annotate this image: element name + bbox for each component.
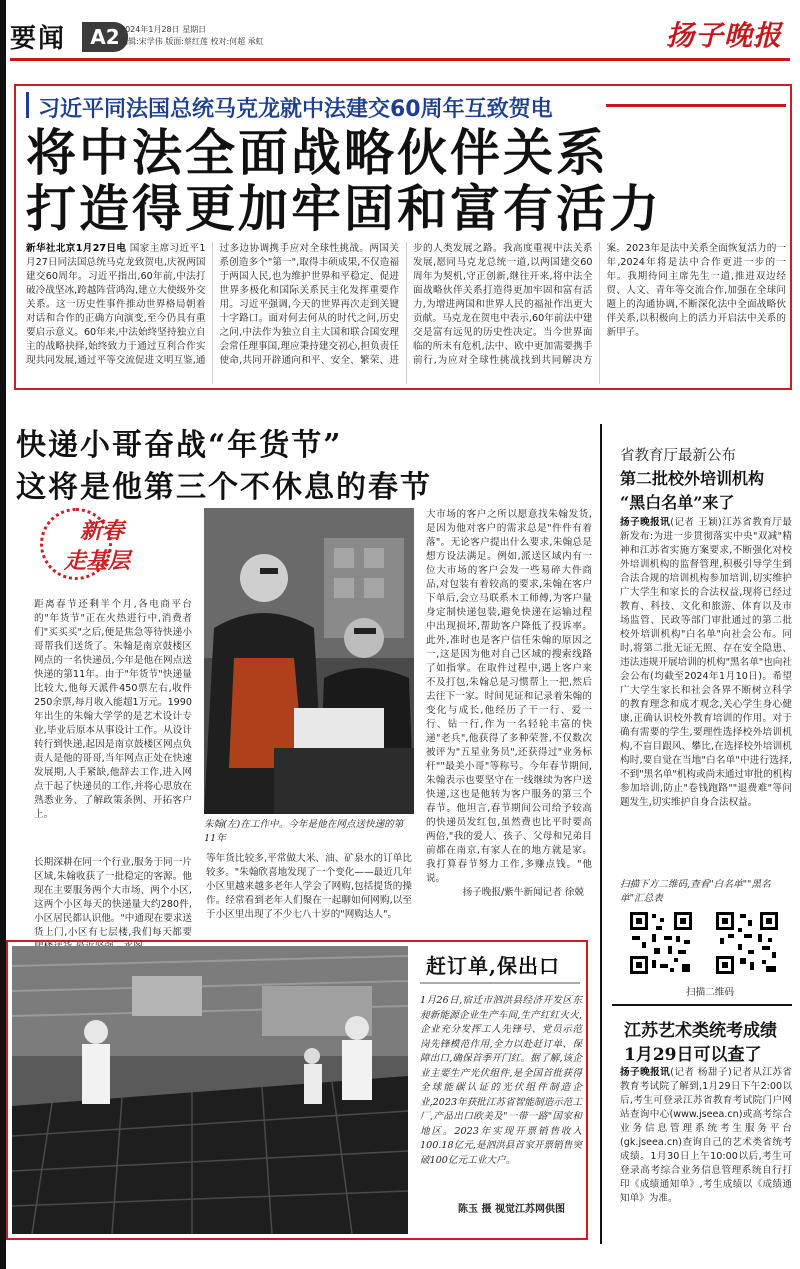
top-story-headline-1: 将中法全面战略伙伴关系 — [26, 123, 609, 182]
courier-headline-1: 快递小哥奋战“年货节” — [16, 428, 343, 463]
kicker-rule — [606, 104, 786, 107]
qr-code-black-list[interactable] — [714, 910, 780, 976]
masthead-rule — [10, 58, 790, 61]
factory-photo-illustration — [12, 946, 408, 1234]
courier-column-3 — [426, 508, 592, 920]
right-column-rule — [612, 1004, 792, 1006]
edu-body — [620, 516, 792, 872]
edu-headline-2: “黑白名单”来了 — [620, 493, 735, 512]
qr-code-icon — [628, 910, 694, 976]
edu-kicker: 省教育厅最新公布 — [620, 448, 736, 464]
courier-photo-illustration — [204, 508, 414, 814]
qr-code-white-list[interactable] — [628, 910, 694, 976]
top-story-box — [14, 84, 792, 390]
top-story-body — [26, 242, 786, 384]
qr-caption: 扫描下方二维码,查看"白名单""黑名单"汇总表 — [620, 879, 771, 904]
photo-credit: 陈玉 摄 视觉江苏网供图 — [458, 1204, 565, 1215]
art-exam-headline-1: 江苏艺术类统考成绩 — [624, 1021, 777, 1041]
qr-code-icon — [714, 910, 780, 976]
issue-date: 2024年1月28日 星期日 — [120, 25, 207, 34]
top-story-headline-2: 打造得更加牢固和富有活力 — [26, 179, 662, 238]
page-number: A2 — [82, 22, 128, 52]
badge-text-1: 新春 — [80, 518, 125, 544]
newspaper-logo: 扬子晚报 — [665, 19, 782, 52]
right-column-separator — [600, 424, 602, 1244]
section-name: 要闻 — [10, 24, 67, 54]
factory-photo — [12, 946, 408, 1234]
art-text: (记者 杨甜子)记者从江苏省教育考试院了解到,1月29日下午2:00以后,考生可登录江苏省教育考试院门户网站查询中心(www.jseea.cn)或高考综合业务信息管理系统考生服务平台(gk.jseea.cn)查询自己的艺术类省统考成绩。1月30日上午10:00以后,考生可登录高考综合业务信息管理系统自行打印《成绩通知单》,考生成绩以《成绩通知单》为准。 — [620, 1067, 792, 1204]
edu-text: (记者 王颖)江苏省教育厅最新发布:为进一步贯彻落实中央"双减"精神和江苏省实施方案要求,不断强化对校外培训机构的监督管理,积极引导学生到合法合规的培训机构参加培训,切实维护广大学生和家长的合法权益,现将已经过教育、科技、文化和旅游、体育以及市场监管、民政等部门审批通过的第二批校外培训机构"白名单"向社会公布。同时,将第二批无证无照、存在安全隐患、违法违规开展培训的机构"黑名单"也向社会公布(均截至2024年1月10日)。希望广大学生家长和社会各界不断树立科学的教育理念和成才观念,关心学生身心健康,正确认识校外教育培训的作用。对于确有需要的学生,要理性选择校外培训机构,不盲目跟风、攀比,在选择校外培训机构时,要自觉在当地"白名单"中进行选择,不到"黑名单"机构或尚未通过审批的机构参加培训,防止"卷钱跑路""退费难"等问题发生,切实维护自身合法权益。 — [620, 517, 792, 808]
edu-headline-1: 第二批校外培训机构 — [620, 469, 765, 488]
kicker-accent-bar — [26, 92, 29, 118]
courier-photo — [204, 508, 414, 814]
photo-story-rule — [420, 982, 580, 984]
qr-scan-label: 扫描二维码 — [686, 987, 734, 998]
courier-column-3-text: 大市场的客户之所以愿意找朱翰发货,是因为他对客户的需求总是"件件有着落"。无论客户提出什么要求,朱翰总是想方设法满足。例如,派送区域内有一位大市场的客户会发一些易碎大件商品,对包装有着较高的要求,朱翰在客户下单后,会立马联系木工师傅,为客户量身定制快递包装,避免快递在运输过程中出现损坏,帮助客户降低了投诉率。此外,准时也是客户信任朱翰的原因之一,这是因为他对自己区域的搜索线路了如指掌。在取件过程中,遇上客户来不及打包,朱翰总是习惯帮上一把,然后去往下一家。时间见证和记录着朱翰的变化与成长,他经历了干一行、爱一行、钻一行,作为一名轻轮丰富的快递"老兵",他获得了多种荣誉,不仅数次被评为"五星业务员",还获得过"业务标杆""最美小哥"等称号。今年春节期间,朱翰表示也要坚守在一线继续为客户送快递,这也是他转为客户服务的第三个春节。他坦言,春节期间公司给予较高的快递员发红包,虽然费也比平时要高两倍,"我的爱人、孩子、父母和兄弟目前都在南京,有家人在的地方就是家。我打算春节努力工作,多赚点钱。"他说。 — [426, 509, 592, 884]
editor-credits: 编辑:宋学伟 版面:蔡红莲 校对:何超 承虹 — [120, 37, 264, 46]
top-story-text: 国家主席习近平1月27日同法国总统马克龙致贺电,庆祝两国建交60周年。习近平指出,60年前,中法打破冷战坚冰,跨越阵营鸿沟,建立大使级外交关系。这一历史性事件推动世界格局朝着对话和合作的正确方向演变,至今仍具有重要启示意义。60年来,中法始终坚持独立自主的战略抉择,始终致力于通过互利合作实现共同发展,通过平等交流促进文明互鉴,通过多边协调携手应对全球性挑战。两国关系创造多个"第一",取得丰硕成果,不仅造福于两国人民,也为维护世界和平稳定、促进世界多极化和国际关系民主化发挥重要作用。习近平强调,今天的世界再次走到关键十字路口。面对何去何从的时代之问,历史之问,中法作为独立自主大国和联合国安理会常任理事国,理应秉持建交初心,担负责任使命,共同开辟通向和平、安全、繁荣、进步的人类发展之路。我高度重视中法关系发展,愿同马克龙总统一道,以两国建交60周年为契机,守正创新,继往开来,将中法全面战略伙伴关系打造得更加牢固和富有活力,为增进两国和世界人民的福祉作出更大贡献。马克龙在贺电中表示,60年前法中建交是富有远见的历史性决定。当今世界面临的所未有危机,法中、欧中更加需要携手前行,为应对全球性挑战找到共同解决方案。2023年是法中关系全面恢复活力的一年,2024年将是法中合作更进一步的一年。我期待同主席先生一道,推进双边经贸、人文、青年等交流合作,加强在全球问题上的沟通协调,不断深化法中全面战略伙伴关系,以积极向上的活力开启法中关系的新甲子。 — [26, 243, 786, 366]
top-story-dateline: 新华社北京1月27日电 — [26, 243, 127, 254]
masthead — [0, 0, 800, 60]
art-byline: 扬子晚报讯 — [620, 1067, 671, 1078]
edu-byline: 扬子晚报讯 — [620, 517, 671, 528]
courier-photo-caption: 朱翰(左)在工作中。今年是他在网点送快递的第11年 — [204, 819, 404, 844]
art-exam-body — [620, 1066, 792, 1242]
courier-column-1-continued: 长期深耕在同一个行业,服务于同一片区域,朱翰收获了一批稳定的客源。他现在主要服务两个大市场、两个小区,这两个小区每天的快递量大约280件,小区居民都认识他。"中通现在要求送货上门,小区有七层楼,我们每天都要 — [34, 857, 192, 938]
courier-headline-2: 这将是他第三个不休息的春节 — [16, 470, 432, 505]
art-exam-headline-2: 1月29日可以查了 — [624, 1045, 762, 1065]
courier-column-1: 距离春节还剩半个月,各电商平台的"年货节"正在火热进行中,消费者们"买买买"之后,便是焦急等待快递小哥帮我们送货了。朱翰是南京鼓楼区网点的一名快递员,今年是他在网点送快递的第11年。由于"年货节"快递量比较大,他每天派件450票左右,收件250余票,每月收入能超1万元。1990年出生的朱翰大学学的是艺术设计专业,毕业后原本从事设计工作。从设计转行到快递,起因是南京鼓楼区网点负责人是他的哥哥,当年网点正处在快速发展期,人手紧缺,他辞去工作,进入网点干起了快递员的工作,并将心思放在熟悉业务、了解政策条例、开拓客户上。 — [34, 599, 192, 820]
courier-byline: 扬子晚报/紫牛新闻记者 徐兢 — [462, 887, 584, 898]
column-badge — [40, 508, 158, 580]
photo-story-box — [6, 940, 588, 1240]
photo-story-title: 赶订单,保出口 — [426, 954, 560, 978]
badge-text-2: 走基层 — [64, 548, 131, 574]
photo-story-body: 1月26日,宿迁市泗洪县经济开发区东昶新能源企业生产车间,生产红红火火,企业充分发挥工人先锋号、党员示范岗先锋模范作用,全力以赴赶订单、保障出口,确保首季开门红。据了解,该企业主要生产光伏组件,是全国首批获得全球能碳认证的光伏组件制造企业,2023年获批江苏省智能制造示范工厂,产品出口欧美及"一带一路"国家和地区。2023年实现开票销售收入100.18亿元,是泗洪县首家开票销售突破100亿元工业大户。 — [420, 995, 582, 1166]
top-story-kicker: 习近平同法国总统马克龙就中法建交60周年互致贺电 — [38, 97, 553, 122]
courier-column-2: 等年货比较多,平常做大米、油、矿泉水的订单比较多。"朱翰欣喜地发现了一个变化——最近几年小区里越来越多老年人学会了网购,包括提货的操作。经常看到老年人们聚在一起聊如何网购,以至于小区里出现了不少七八十岁的"网购达人"。 — [206, 853, 412, 920]
